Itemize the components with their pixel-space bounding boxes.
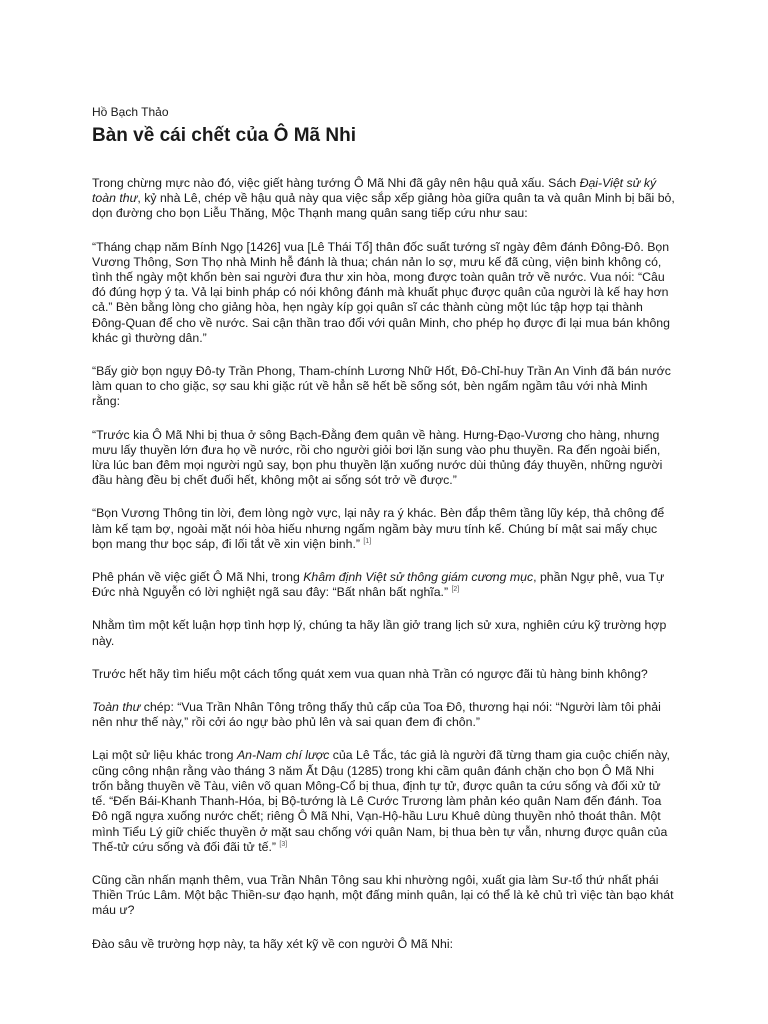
footnote-link[interactable]: [3] [279,840,288,848]
paragraph-intro [92,176,676,222]
text-segment: Trong chừng mực nào đó, việc giết hàng tướng Ô Mã Nhi đã gây nên hậu quả xấu. Sách [92,176,580,190]
paragraph [92,748,676,854]
paragraph: Nhằm tìm một kết luận hợp tình hợp lý, chúng ta hãy lần giở trang lịch sử xưa, nghiên cứu kỹ trường hợp này. [92,618,667,648]
book-title: An-Nam chí lược [236,748,330,763]
author-name: Hồ Bạch Thảo [92,105,169,119]
book-title: Đại-Việt sử ký toàn thư [92,176,657,206]
quote-paragraph: “Tháng chạp năm Bính Ngọ [1426] vua [Lê Thái Tổ] thân đốc suất tướng sĩ ngày đêm đánh Đông-Đô. Bọn Vương Thông, Sơn Thọ nhà Minh hễ đánh là thua; chán nản lo sợ, mưu kế đã cùng, viện binh không có, tình thế ngày một khốn bèn sai người đưa thư xin hòa, mong được toàn quân trở về nước. Vua nói: “Câu đó đúng hợp ý ta. Vả lại binh pháp có nói không đánh mà khuất phục được quân của người là kế hay hơn cả.” Bèn bằng lòng cho giảng hòa, hẹn ngày kíp gọi quân sĩ các thành cùng một lúc tập hợp tại thành Đông-Quan để cho về nước. Sai cận thần trao đổi với quân Minh, cho phép họ được đi lại mua bán không khác gì thường dân.” [92,239,670,345]
article-title: Bàn về cái chết của Ô Mã Nhi [92,125,356,146]
footnote-link[interactable]: [1] [363,537,372,545]
book-title: Khâm định Việt sử thông giám cương mục [303,570,534,585]
footnote-link[interactable]: [2] [451,586,460,594]
quote-paragraph [92,506,676,552]
paragraph: Trước hết hãy tìm hiểu một cách tổng quát xem vua quan nhà Trần có ngược đãi tù hàng binh không? [92,666,648,681]
quote-paragraph: “Bấy giờ bọn ngụy Đô-ty Trần Phong, Tham-chính Lương Nhữ Hốt, Đô-Chỉ-huy Trần An Vinh đã bán nước làm quan to cho giặc, sợ sau khi giặc rút về hẳn sẽ hết bề sống sót, bèn ngấm ngầm tâu với nhà Minh rằng: [92,364,671,409]
text-segment: Phê phán về việc giết Ô Mã Nhi, trong [92,570,304,585]
text-segment: , kỷ nhà Lê, chép về hậu quả này qua việc sắp xếp giảng hòa giữa quân ta và quân Minh bị bãi bỏ, dọn đường cho bọn Liễu Thăng, Mộc Thạnh mang quân sang tiếp cứu như sau: [92,191,675,221]
paragraph [92,570,676,600]
quote-paragraph: “Trước kia Ô Mã Nhi bị thua ở sông Bạch-Đằng đem quân về hàng. Hưng-Đạo-Vương cho hàng, nhưng mưu lấy thuyền lớn đưa họ về nước, rồi cho người giỏi bơi lặn sung vào phu thuyền. Ra đến ngoài biển, lừa lúc ban đêm mọi người ngủ say, bọn phu thuyền lặn xuống nước dùi thủng đáy thuyền, những người đầu hàng đều bị chết đuối hết, không một ai sống sót trở về được.” [92,427,663,488]
text-segment: “Bọn Vương Thông tin lời, đem lòng ngờ vực, lại nảy ra ý khác. Bèn đắp thêm tầng lũy kép, thả chông để làm kế tạm bợ, ngoài mặt nói hòa hiếu nhưng ngấm ngầm bày mưu tính kế. Chúng bí mật sai mấy chục bọn mang thư bọc sáp, đi lối tắt về xin viện binh.” [92,506,665,551]
text-segment: , phần Ngự phê, vua Tự Đức nhà Nguyễn có lời nghiệt ngã sau đây: “Bất nhân bất nghĩa.” [92,570,665,600]
paragraph: Cũng cần nhấn mạnh thêm, vua Trần Nhân Tông sau khi nhường ngôi, xuất gia làm Sư-tổ thứ nhất phái Thiền Trúc Lâm. Một bậc Thiền-sư đạo hạnh, một đấng minh quân, lại có thể là kẻ chủ trì việc tàn bạo khát máu ư? [92,872,674,918]
text-segment: của Lê Tắc, tác giả là người đã từng tham gia cuộc chiến này, cũng công nhận rằng vào tháng 3 năm Ất Dậu (1285) trong khi cầm quân đánh chặn cho bọn Ô Mã Nhi trốn bằng thuyền về Tàu, viên võ quan Mông-Cổ bị thua, định tự tử, được quân ta cứu sống và đối xử tử tế. “Đến Bái-Khanh Thanh-Hóa, bị Bộ-tướng là Lê Cước Trương làm phản kéo quân Nam đến đánh. Toa Đô ngã ngựa xuống nước chết; riêng Ô Mã Nhi, Vạn-Hộ-hầu Lưu Khuê dùng thuyền nhỏ thoát thân. Một mình Tiểu Lý giữ chiếc thuyền ở mặt sau chống với quân Nam, bị thua bèn tự vẫn, nhưng được quân của Thế-tử cứu sống và đối đãi tử tế.” [92,748,670,854]
paragraph [92,700,676,730]
text-segment: chép: “Vua Trần Nhân Tông trông thấy thủ cấp của Toa Đô, thương hại nói: “Người làm tôi phải nên như thế này,” rồi cởi áo ngự bào phủ lên và sai quan đem đi chôn.” [92,700,661,730]
text-segment: Lại một sử liệu khác trong [92,748,237,763]
book-title: Toàn thư [92,700,141,715]
paragraph: Đào sâu về trường hợp này, ta hãy xét kỹ về con người Ô Mã Nhi: [92,936,453,951]
